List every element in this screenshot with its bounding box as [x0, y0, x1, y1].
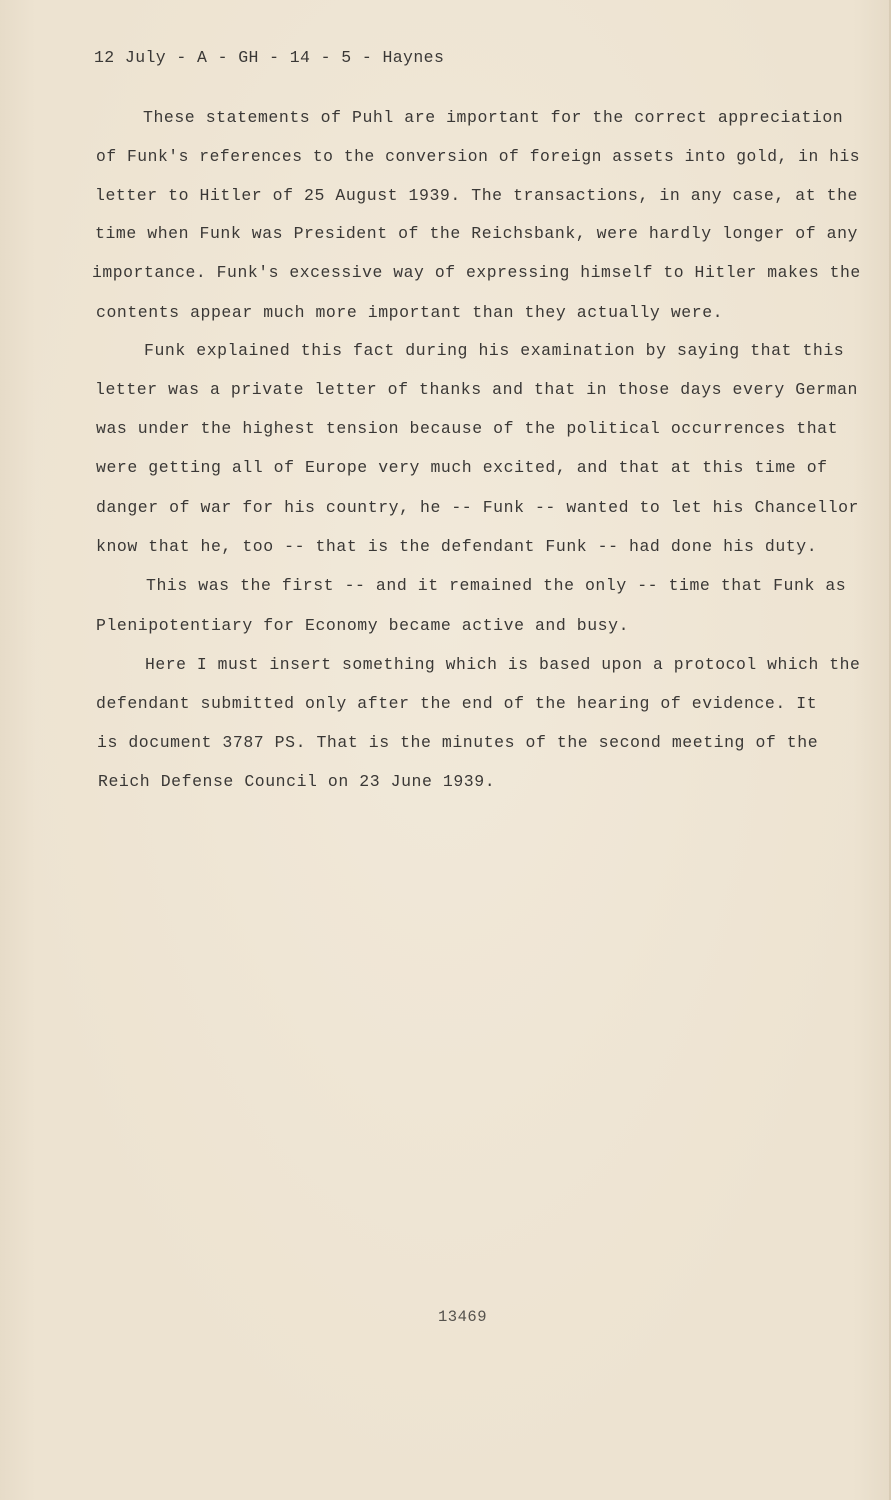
- text-line: know that he, too -- that is the defendant Funk -- had done his duty.: [96, 537, 818, 556]
- text-line: Reich Defense Council on 23 June 1939.: [98, 772, 496, 791]
- text-line: This was the first -- and it remained the only -- time that Funk as: [146, 576, 847, 595]
- text-line: Plenipotentiary for Economy became active and busy.: [96, 616, 630, 635]
- text-line: contents appear much more important than they actually were.: [96, 303, 724, 322]
- text-line: danger of war for his country, he -- Funk -- wanted to let his Chancellor: [96, 498, 859, 517]
- text-line: defendant submitted only after the end of the hearing of evidence. It: [96, 694, 818, 713]
- text-line: was under the highest tension because of the political occurrences that: [96, 419, 839, 438]
- text-line: Funk explained this fact during his examination by saying that this: [144, 341, 845, 360]
- text-line: letter to Hitler of 25 August 1939. The transactions, in any case, at the: [95, 186, 858, 205]
- text-line: Here I must insert something which is based upon a protocol which the: [145, 655, 861, 674]
- text-line: time when Funk was President of the Reichsbank, were hardly longer of any: [95, 224, 858, 243]
- text-line: of Funk's references to the conversion of foreign assets into gold, in his: [96, 147, 861, 166]
- text-line: importance. Funk's excessive way of expressing himself to Hitler makes the: [92, 263, 861, 282]
- page-header: 12 July - A - GH - 14 - 5 - Haynes: [94, 48, 445, 67]
- text-line: letter was a private letter of thanks and that in those days every German: [95, 380, 858, 399]
- text-line: These statements of Puhl are important for the correct appreciation: [143, 108, 844, 127]
- page-number: 13469: [438, 1308, 488, 1326]
- text-line: is document 3787 PS. That is the minutes of the second meeting of the: [97, 733, 819, 752]
- text-line: were getting all of Europe very much excited, and that at this time of: [96, 458, 828, 477]
